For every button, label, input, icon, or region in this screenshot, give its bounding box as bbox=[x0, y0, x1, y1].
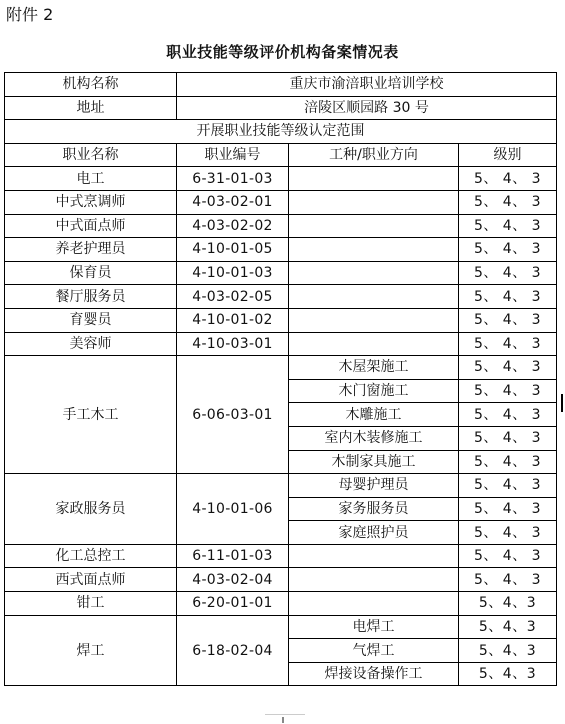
header-level: 级别 bbox=[459, 143, 557, 167]
occupation-name: 养老护理员 bbox=[5, 238, 177, 262]
occupation-name: 美容师 bbox=[5, 332, 177, 356]
occupation-code: 4-10-01-06 bbox=[177, 474, 289, 545]
occupation-code: 6-20-01-01 bbox=[177, 592, 289, 616]
occupation-level: 5、 4、 3 bbox=[459, 332, 557, 356]
occupation-code: 6-06-03-01 bbox=[177, 356, 289, 474]
page-break-dot bbox=[282, 717, 284, 723]
occupation-direction bbox=[289, 214, 459, 238]
occupation-direction bbox=[289, 167, 459, 191]
occupation-level: 5、 4、 3 bbox=[459, 474, 557, 498]
attachment-label: 附件 2 bbox=[6, 5, 54, 24]
occupation-level: 5、 4、 3 bbox=[459, 308, 557, 332]
header-direction: 工种/职业方向 bbox=[289, 143, 459, 167]
scope-title: 开展职业技能等级认定范围 bbox=[5, 120, 557, 144]
occupation-name: 化工总控工 bbox=[5, 544, 177, 568]
occupation-level: 5、 4、 3 bbox=[459, 544, 557, 568]
scope-row bbox=[5, 120, 557, 144]
occupation-direction: 木雕施工 bbox=[289, 403, 459, 427]
occupation-name: 钳工 bbox=[5, 592, 177, 616]
occupation-level: 5、 4、 3 bbox=[459, 261, 557, 285]
org-name-label: 机构名称 bbox=[5, 73, 177, 97]
occupation-direction: 家庭照护员 bbox=[289, 521, 459, 545]
occupation-direction bbox=[289, 238, 459, 262]
occupation-code: 4-03-02-04 bbox=[177, 568, 289, 592]
table-row bbox=[5, 261, 557, 285]
occupation-direction: 木屋架施工 bbox=[289, 356, 459, 380]
occupation-level: 5、 4、 3 bbox=[459, 426, 557, 450]
table-row bbox=[5, 190, 557, 214]
table-row bbox=[5, 356, 557, 380]
occupation-direction bbox=[289, 592, 459, 616]
occupation-code: 4-10-01-03 bbox=[177, 261, 289, 285]
address-row bbox=[5, 96, 557, 120]
occupation-direction: 室内木装修施工 bbox=[289, 426, 459, 450]
occupation-direction: 家务服务员 bbox=[289, 497, 459, 521]
table-row bbox=[5, 285, 557, 309]
occupation-level: 5、 4、 3 bbox=[459, 403, 557, 427]
occupation-direction bbox=[289, 308, 459, 332]
margin-tick-mark bbox=[561, 394, 563, 412]
table-row bbox=[5, 167, 557, 191]
occupation-name: 餐厅服务员 bbox=[5, 285, 177, 309]
occupation-level: 5、 4、 3 bbox=[459, 285, 557, 309]
header-occupation-name: 职业名称 bbox=[5, 143, 177, 167]
occupation-code: 4-10-01-05 bbox=[177, 238, 289, 262]
occupation-level: 5、4、3 bbox=[459, 662, 557, 686]
occupation-direction bbox=[289, 544, 459, 568]
org-name-row bbox=[5, 73, 557, 97]
occupation-code: 4-03-02-01 bbox=[177, 190, 289, 214]
occupation-direction bbox=[289, 568, 459, 592]
occupation-code: 4-10-03-01 bbox=[177, 332, 289, 356]
table-row bbox=[5, 308, 557, 332]
header-occupation-code: 职业编号 bbox=[177, 143, 289, 167]
header-row bbox=[5, 143, 557, 167]
occupation-level: 5、 4、 3 bbox=[459, 214, 557, 238]
occupation-code: 4-03-02-02 bbox=[177, 214, 289, 238]
occupation-level: 5、 4、 3 bbox=[459, 167, 557, 191]
occupation-level: 5、 4、 3 bbox=[459, 521, 557, 545]
occupation-name: 西式面点师 bbox=[5, 568, 177, 592]
table-row bbox=[5, 592, 557, 616]
address-label: 地址 bbox=[5, 96, 177, 120]
occupation-direction bbox=[289, 285, 459, 309]
table-row bbox=[5, 238, 557, 262]
occupation-direction: 气焊工 bbox=[289, 639, 459, 663]
occupation-direction: 木门窗施工 bbox=[289, 379, 459, 403]
occupation-name: 焊工 bbox=[5, 615, 177, 686]
occupation-name: 家政服务员 bbox=[5, 474, 177, 545]
occupation-name: 中式面点师 bbox=[5, 214, 177, 238]
occupation-code: 6-11-01-03 bbox=[177, 544, 289, 568]
occupation-direction bbox=[289, 261, 459, 285]
page-title: 职业技能等级评价机构备案情况表 bbox=[166, 43, 399, 61]
occupation-code: 6-31-01-03 bbox=[177, 167, 289, 191]
occupation-level: 5、 4、 3 bbox=[459, 568, 557, 592]
occupation-direction bbox=[289, 190, 459, 214]
occupation-code: 6-18-02-04 bbox=[177, 615, 289, 686]
occupation-level: 5、 4、 3 bbox=[459, 379, 557, 403]
occupation-direction: 木制家具施工 bbox=[289, 450, 459, 474]
occupation-name: 电工 bbox=[5, 167, 177, 191]
occupation-direction: 电焊工 bbox=[289, 615, 459, 639]
occupation-level: 5、4、3 bbox=[459, 615, 557, 639]
occupation-level: 5、 4、 3 bbox=[459, 238, 557, 262]
table-row bbox=[5, 568, 557, 592]
table-row bbox=[5, 474, 557, 498]
occupation-name: 育婴员 bbox=[5, 308, 177, 332]
occupation-direction bbox=[289, 332, 459, 356]
occupation-code: 4-03-02-05 bbox=[177, 285, 289, 309]
occupation-level: 5、 4、 3 bbox=[459, 356, 557, 380]
table-row bbox=[5, 615, 557, 639]
occupation-level: 5、4、3 bbox=[459, 639, 557, 663]
occupation-direction: 母婴护理员 bbox=[289, 474, 459, 498]
occupation-code: 4-10-01-02 bbox=[177, 308, 289, 332]
registration-table bbox=[4, 72, 557, 686]
occupation-level: 5、 4、 3 bbox=[459, 190, 557, 214]
occupation-level: 5、 4、 3 bbox=[459, 450, 557, 474]
occupation-name: 手工木工 bbox=[5, 356, 177, 474]
occupation-name: 保育员 bbox=[5, 261, 177, 285]
org-name-value: 重庆市渝涪职业培训学校 bbox=[177, 73, 557, 97]
occupation-level: 5、4、3 bbox=[459, 592, 557, 616]
address-value: 涪陵区顺园路 30 号 bbox=[177, 96, 557, 120]
table-row bbox=[5, 544, 557, 568]
occupation-direction: 焊接设备操作工 bbox=[289, 662, 459, 686]
occupation-name: 中式烹调师 bbox=[5, 190, 177, 214]
table-row bbox=[5, 332, 557, 356]
table-row bbox=[5, 214, 557, 238]
occupation-level: 5、 4、 3 bbox=[459, 497, 557, 521]
